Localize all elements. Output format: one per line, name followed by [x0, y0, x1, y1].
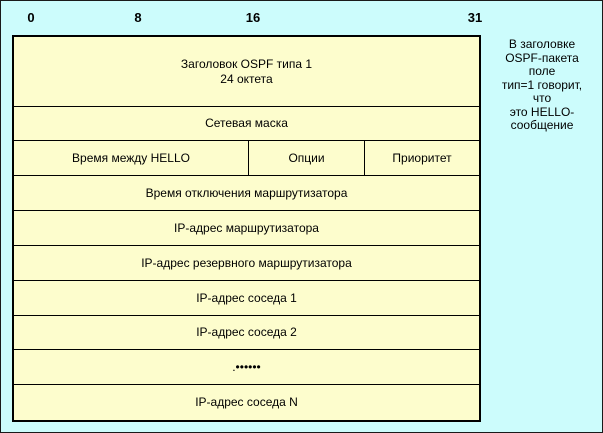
neighbor-1-label: IP-адрес соседа 1	[196, 290, 297, 305]
ospf-header-line-2: 24 октета	[220, 71, 273, 86]
ellipsis-marker: .••••••	[232, 359, 261, 374]
neighbor-n-field	[14, 385, 479, 420]
neighbor-2-field	[14, 316, 479, 350]
ospf-header-field	[14, 37, 479, 107]
ellipsis-field	[14, 350, 479, 385]
hello-options-priority-row	[14, 141, 479, 176]
backup-router-ip-field	[14, 246, 479, 281]
bit-label-8: 8	[134, 10, 142, 25]
priority-label: Приоритет	[392, 150, 452, 165]
router-ip-label: IP-адрес маршрутизатора	[174, 220, 319, 235]
neighbor-1-field	[14, 281, 479, 316]
router-ip-field	[14, 211, 479, 246]
router-dead-interval-field	[14, 176, 479, 211]
neighbor-n-label: IP-адрес соседа N	[195, 395, 298, 409]
hello-packet-structure	[12, 35, 481, 422]
ospf-header-line-1: Заголовок OSPF типа 1	[180, 56, 313, 71]
router-dead-interval-label: Время отключения маршрутизатора	[145, 185, 348, 200]
bit-label-16: 16	[245, 10, 261, 25]
network-mask-label: Сетевая маска	[205, 116, 288, 130]
neighbor-2-label: IP-адрес соседа 2	[196, 325, 297, 339]
bit-label-31: 31	[467, 10, 483, 25]
backup-router-ip-label: IP-адрес резервного маршрутизатора	[141, 255, 352, 270]
priority-field	[365, 141, 479, 175]
ospf-header-text	[181, 57, 312, 87]
options-label: Опции	[288, 150, 325, 165]
network-mask-field	[14, 107, 479, 141]
hello-interval-label: Время между HELLO	[72, 150, 190, 165]
hello-interval-field	[14, 141, 249, 175]
bit-label-0: 0	[27, 10, 35, 25]
hello-type-note: В заголовке OSPF-пакета поле тип=1 говорит, что это HELLO- сообщение	[501, 37, 583, 132]
options-field	[249, 141, 365, 175]
